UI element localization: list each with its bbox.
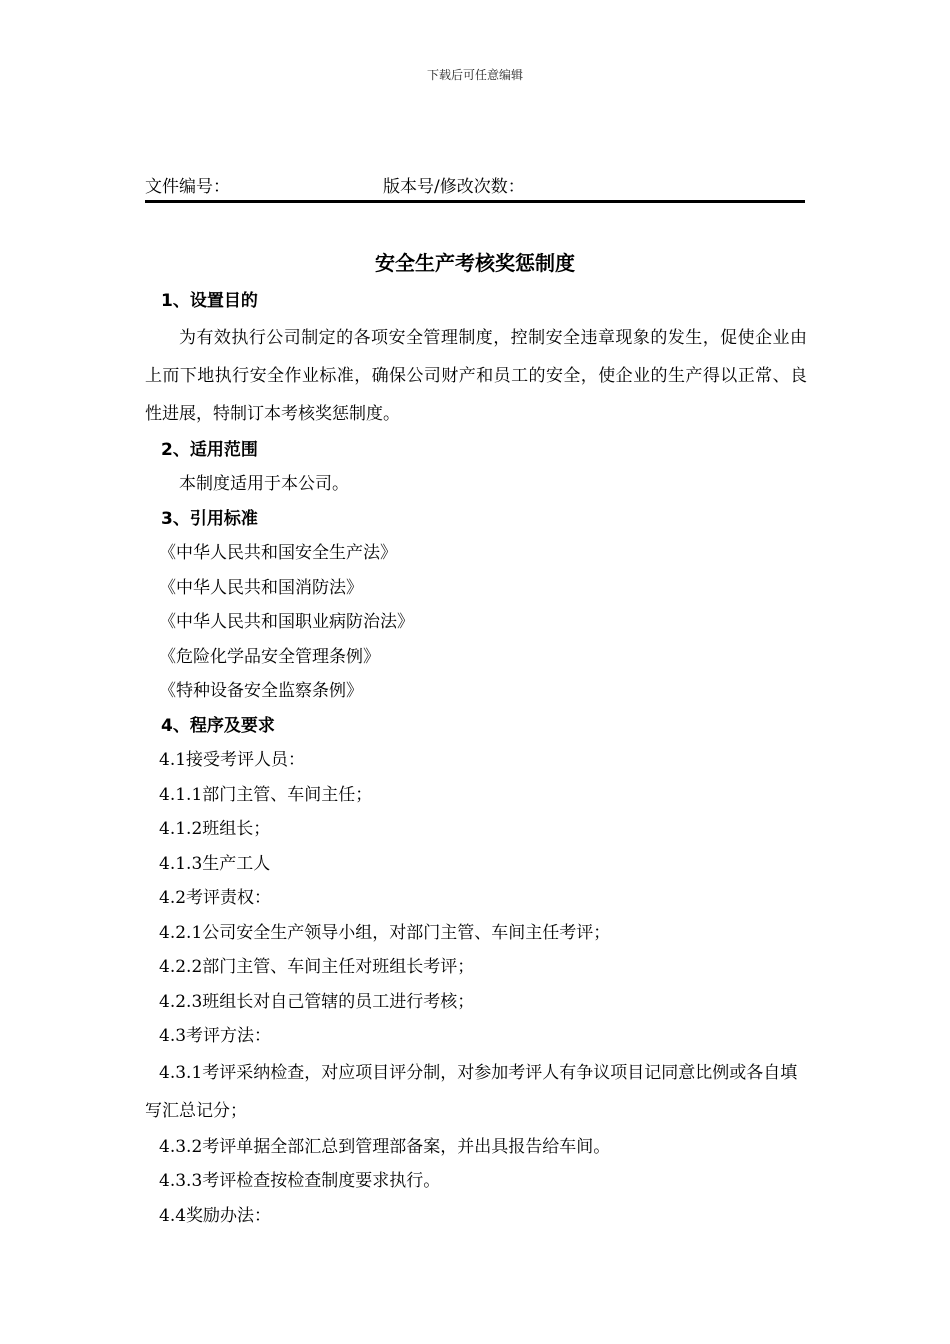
reference-item: 《中华人民共和国安全生产法》: [159, 543, 397, 563]
section-paragraph: 本制度适用于本公司。: [179, 474, 349, 494]
section-paragraph: 为有效执行公司制定的各项安全管理制度，控制安全违章现象的发生，促使企业由上而下地执行安全作业标准，确保公司财产和员工的安全，使企业的生产得以正常、良性进展，特制订本考核奖惩制度。: [145, 327, 807, 424]
version-label: 版本号/修改次数：: [383, 177, 525, 197]
clause-item: 4.1接受考评人员：: [159, 750, 306, 770]
file-info-line: [145, 172, 805, 203]
document-title: 安全生产考核奖惩制度: [375, 251, 575, 275]
clause-item: 4.2.2部门主管、车间主任对班组长考评；: [159, 957, 475, 977]
clause-item: 4.1.2班组长；: [159, 819, 271, 839]
section-heading: 1、设置目的: [161, 291, 258, 311]
clause-item: 4.1.1部门主管、车间主任；: [159, 784, 373, 805]
section-heading: 4、程序及要求: [161, 715, 275, 736]
clause-item: 4.2考评责权：: [159, 888, 272, 908]
reference-item: 《中华人民共和国消防法》: [159, 577, 363, 598]
section-heading: 3、引用标准: [161, 508, 258, 529]
clause-item: 4.3.1考评采纳检查，对应项目评分制，对参加考评人有争议项目记同意比例或各自填写汇总记分；: [145, 1062, 798, 1121]
file-number-label: 文件编号：: [145, 177, 230, 197]
clause-item: 4.3.3考评检查按检查制度要求执行。: [159, 1171, 441, 1191]
clause-item: 4.1.3生产工人: [159, 853, 271, 874]
header-note: 下载后可任意编辑: [426, 68, 523, 82]
clause-item: 4.3考评方法：: [159, 1026, 272, 1046]
clause-item: 4.4奖励办法：: [159, 1205, 272, 1226]
clause-item: 4.2.3班组长对自己管辖的员工进行考核；: [159, 991, 475, 1012]
clause-item: 4.2.1公司安全生产领导小组，对部门主管、车间主任考评；: [159, 922, 611, 943]
reference-item: 《危险化学品安全管理条例》: [159, 646, 380, 667]
section-heading: 2、适用范围: [161, 439, 258, 460]
document-body: [145, 284, 807, 1233]
reference-item: 《中华人民共和国职业病防治法》: [159, 612, 414, 632]
clause-item: 4.3.2考评单据全部汇总到管理部备案，并出具报告给车间。: [159, 1136, 611, 1157]
reference-item: 《特种设备安全监察条例》: [159, 681, 363, 701]
